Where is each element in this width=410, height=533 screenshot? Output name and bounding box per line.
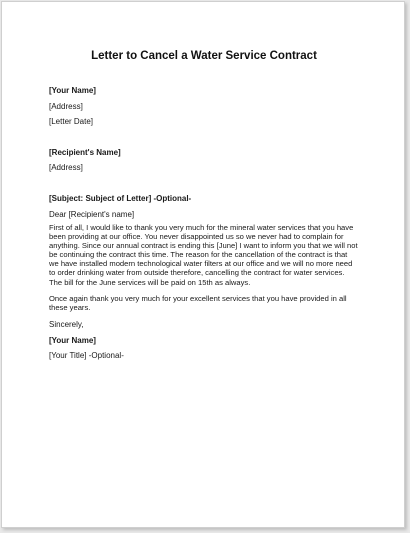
signature-name: [Your Name] xyxy=(49,336,96,345)
salutation: Dear [Recipient's name] xyxy=(49,210,135,219)
body-paragraph-1: First of all, I would like to thank you very much for the mineral water services that you have been providing at our office. You never disappointed us so we never had to complain for anything. Since our annual contract is ending this [June] I want to inform you that we will not be continuing the contract this time. The reason for the cancellation of the contract is that we have installed modern technological water filters at our office and we will no more need to order drinking water from outside therefore, cancelling the contract for water services. The bill for the June services will be paid on 15th as always. xyxy=(49,223,358,287)
sender-name: [Your Name] xyxy=(49,86,96,95)
signature-title: [Your Title] -Optional- xyxy=(49,351,124,360)
letter-title: Letter to Cancel a Water Service Contract xyxy=(91,50,317,62)
sender-address: [Address] xyxy=(49,102,83,111)
subject-line: [Subject: Subject of Letter] -Optional- xyxy=(49,194,192,203)
closing: Sincerely, xyxy=(49,320,84,329)
recipient-address: [Address] xyxy=(49,163,83,172)
recipient-name: [Recipient's Name] xyxy=(49,148,121,157)
body-paragraph-2: Once again thank you very much for your excellent services that you have provided in all these years. xyxy=(49,294,347,313)
letter-date: [Letter Date] xyxy=(49,117,94,126)
letter-page xyxy=(1,1,405,528)
